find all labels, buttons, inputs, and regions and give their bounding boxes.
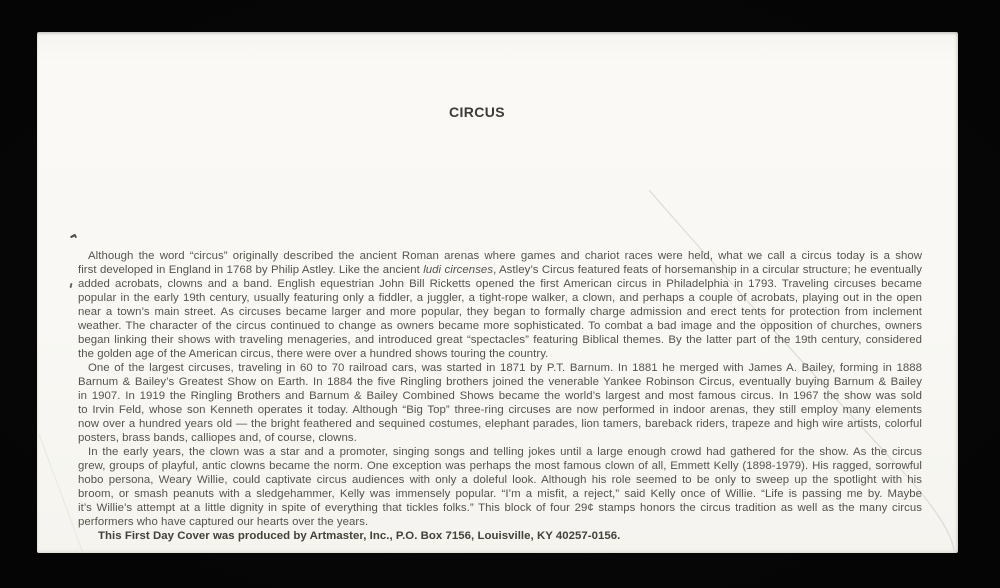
descriptive-text-block <box>78 249 922 543</box>
flap-crease-left <box>39 434 83 553</box>
producer-credit-line: This First Day Cover was produced by Artmaster, Inc., P.O. Box 7156, Louisville, KY 40257-0156. <box>98 530 621 542</box>
text-line: now over a hundred years old — the bright feathered and sequined costumes, elephant parades, lion tamers, bareback riders, trapeze and high wire artists, colorful <box>78 418 922 430</box>
page-title: CIRCUS <box>448 104 506 120</box>
envelope-back <box>37 32 958 553</box>
text-line: Barnum & Bailey’s Greatest Show on Earth. In 1884 the five Ringling brothers joined the venerable Yankee Robinson Circus, eventually buying Barnum & Bailey <box>78 376 922 388</box>
text-line: the golden age of the American circus, there were over a hundred shows touring the country. <box>78 348 549 360</box>
pen-mark <box>70 283 73 288</box>
text-line: posters, brass bands, calliopes and, of course, clowns. <box>78 432 357 444</box>
text-line: Although the word “circus” originally described the ancient Roman arenas where games and chariot races were held, what we call a circus today is a show <box>88 250 922 262</box>
text-line: grew, groups of playful, antic clowns became the norm. One exception was perhaps the most famous clown of all, Emmett Kelly (1898-1979). His ragged, sorrowful <box>78 460 922 472</box>
pen-mark <box>70 234 76 239</box>
text-line: hobo persona, Weary Willie, could captivate circus audiences with only a doleful look. Although his role seemed to be only to sweep up the spotlight with his <box>78 474 922 486</box>
text-line: In the early years, the clown was a star and a promoter, singing songs and telling jokes until a large enough crowd had gathered for the show. As the circus <box>88 446 922 458</box>
text-line: One of the largest circuses, traveling in 60 to 70 railroad cars, was started in 1871 by P.T. Barnum. In 1881 he merged with James A. Bailey, forming in 1888 <box>88 362 922 374</box>
text-line: weather. The character of the circus continued to change as owners became more sophisticated. To combat a bad image and the opposition of churches, owners <box>78 320 922 332</box>
text-line: performers who have captured our hearts over the years. <box>78 516 369 528</box>
text-line: added acrobats, clowns and a band. English equestrian John Bill Ricketts opened the first American circus in Philadelphia in 1793. Traveling circuses became <box>78 278 922 290</box>
text-line: to Irvin Feld, whose son Kenneth operates it today. Although “Big Top” three-ring circuses are now performed in indoor arenas, they still employ many elements <box>78 404 922 416</box>
text-line: began linking their shows with traveling menageries, and introduced great “spectacles” featuring Biblical themes. By the latter part of the 19th century, considered <box>78 334 922 346</box>
text-line: it’s Willie’s attempt at a little dignity in spite of everything that tickles folks.” This block of four 29¢ stamps honors the circus tradition as well as the many circus <box>78 502 922 514</box>
text-line: broom, or smash peanuts with a sledgehammer, Kelly was immensely popular. “I’m a misfit, a reject,” said Kelly once of Willie. “Life is passing me by. Maybe <box>78 488 922 500</box>
text-line: first developed in England in 1768 by Philip Astley. Like the ancient ludi circenses, Astley’s Circus featured feats of horsemanship in a circular structure; he eventually <box>78 264 923 276</box>
text-line: in 1907. In 1919 the Ringling Brothers and Barnum & Bailey Combined Shows became the world’s largest and most famous circus. In 1967 the show was sold <box>78 390 922 402</box>
text-line: popular in the early 19th century, usually featuring only a fiddler, a juggler, a tight-rope walker, a clown, and perhaps a couple of acrobats, playing out in the open <box>78 292 922 304</box>
text-line: near a town’s main street. As circuses became larger and more popular, they began to formally charge admission and erect tents for protection from inclement <box>78 306 922 318</box>
paragraphs <box>78 249 922 529</box>
italic-phrase: ludi circenses <box>423 264 494 276</box>
